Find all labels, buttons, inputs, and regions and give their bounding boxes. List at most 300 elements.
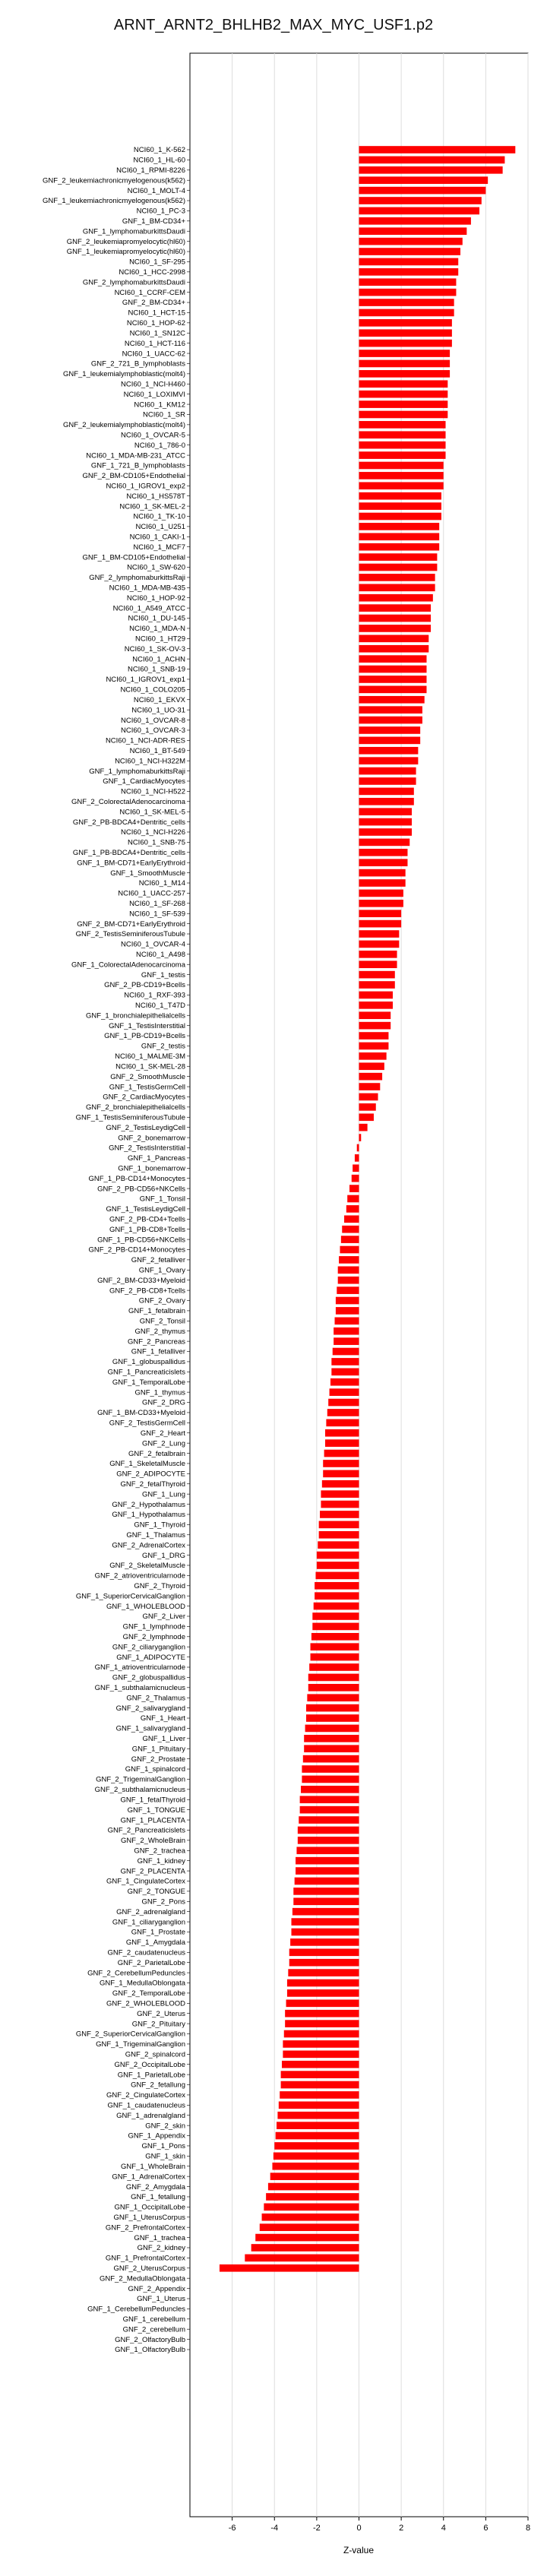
category-label: GNF_1_BM-CD105+Endothelial [82,553,185,562]
category-label: GNF_1_Pancreas [127,1154,185,1163]
bar [359,757,419,764]
category-label: GNF_2_Lung [141,1439,185,1448]
bar [311,1654,359,1661]
x-tick-label: -2 [312,2524,321,2533]
category-label: GNF_1_TestisSeminiferousTubule [75,1113,185,1122]
bar [296,1857,359,1865]
bar [359,441,446,449]
category-label: GNF_1_SkeletalMuscle [109,1460,185,1469]
bar [359,523,440,530]
bar [251,2244,359,2252]
bar [359,1052,387,1060]
bar [359,717,422,724]
category-label: NCI60_1_UO-31 [131,706,185,715]
category-label: NCI60_1_NCI-H460 [120,380,185,389]
bar [302,1776,359,1783]
bar [359,472,444,479]
bar [359,258,459,266]
category-label: GNF_1_CingulateCortex [106,1877,185,1886]
bar [359,839,410,847]
category-label: GNF_1_SmoothMuscle [110,869,185,878]
bar [309,1663,359,1671]
bar [359,615,432,622]
bar [268,2183,359,2191]
bar [359,910,402,917]
bar [347,1195,359,1203]
category-label: GNF_1_caudatenucleus [107,2101,185,2110]
category-label: GNF_1_PB-CD8+Tcells [109,1225,185,1234]
category-label: GNF_2_ADIPOCYTE [116,1470,185,1479]
bar [315,1582,359,1590]
bar [308,1684,359,1691]
category-label: GNF_1_bronchialepithelialcells [86,1011,185,1021]
category-label: NCI60_1_MDA-MB-231_ATCC [86,451,185,460]
category-label: GNF_1_CerebellumPeduncles [87,2305,185,2314]
category-label: GNF_2_thymus [134,1327,185,1336]
category-label: GNF_2_TestisInterstitial [109,1144,185,1153]
category-label: GNF_1_Liver [142,1735,185,1744]
bar [359,767,416,775]
bar [293,1888,359,1895]
category-label: GNF_1_skin [145,2152,185,2161]
bar [307,1694,359,1701]
category-label: GNF_1_bonemarrow [118,1164,185,1173]
bar [359,859,408,866]
category-label: GNF_2_Liver [142,1612,185,1622]
category-label: GNF_1_PrefrontalCortex [105,2254,185,2263]
category-label: GNF_1_Thyroid [134,1521,185,1530]
bar [359,604,432,612]
category-label: GNF_1_cerebellum [122,2315,185,2324]
bar [315,1592,359,1600]
bar [330,1388,359,1396]
bar [330,1378,359,1386]
category-label: NCI60_1_MDA-MB-435 [109,584,185,593]
bar [359,869,406,877]
bar [359,1073,383,1081]
bar [270,2173,359,2180]
category-label: GNF_2_BM-CD105+Endothelial [82,472,185,481]
category-label: GNF_2_Thyroid [134,1581,185,1590]
category-label: GNF_2_caudatenucleus [107,1948,185,1957]
category-label: GNF_2_PB-CD56+NKCells [97,1185,185,1194]
bar [245,2255,359,2262]
bar [359,400,448,408]
category-label: GNF_2_OccipitalLobe [114,2060,185,2069]
bar [359,1043,389,1050]
category-label: GNF_1_721_B_lymphoblasts [90,461,185,470]
category-label: GNF_1_WholeBrain [120,2162,185,2171]
category-label: NCI60_1_HCC-2998 [119,268,185,277]
category-label: NCI60_1_PC-3 [136,207,185,216]
category-labels [43,146,190,2354]
category-label: NCI60_1_SK-MEL-28 [115,1062,185,1071]
bar [359,238,463,245]
category-label: GNF_2_fetalThyroid [120,1479,185,1489]
bar [355,1154,359,1162]
bar [283,2040,359,2048]
category-label: NCI60_1_SK-MEL-2 [119,502,185,511]
bar [284,2030,359,2038]
category-label: GNF_2_TONGUE [127,1888,185,1897]
bar [359,1011,391,1019]
x-tick-label: 4 [441,2524,446,2533]
bar [359,391,448,398]
bar [359,696,425,704]
bar [292,1908,359,1916]
bar [359,920,402,928]
bar [359,533,440,540]
bar [359,157,505,164]
category-label: GNF_2_721_B_lymphoblasts [90,359,185,369]
bar [353,1164,359,1172]
bar [359,380,448,388]
category-label: GNF_1_leukemialymphoblastic(molt4) [62,370,185,379]
category-label: NCI60_1_DU-145 [128,614,185,623]
category-label: GNF_2_lymphnode [122,1633,185,1642]
bar [311,1633,359,1641]
category-label: GNF_2_subthalamicnucleus [94,1786,185,1795]
category-label: GNF_1_adrenalgland [116,2111,185,2120]
category-label: NCI60_1_NCI-H226 [120,828,185,837]
bar [359,981,395,989]
x-tick-label: 6 [483,2524,489,2533]
bar [359,289,457,296]
bar [279,2102,359,2109]
bar [359,777,416,785]
bar [359,828,413,836]
bar [359,187,486,195]
bar [359,818,413,826]
category-label: NCI60_1_IGROV1_exp1 [106,676,185,685]
bar [349,1185,359,1192]
category-label: NCI60_1_M14 [138,879,185,888]
bar [359,166,503,174]
bar [359,930,400,938]
bar [359,451,446,459]
category-label: NCI60_1_SR [143,410,185,419]
bar [300,1806,359,1814]
category-label: GNF_1_ADIPOCYTE [116,1653,185,1662]
bar [338,1277,359,1284]
bar [359,625,432,632]
category-label: NCI60_1_SNB-19 [127,665,185,674]
bar [311,1643,359,1650]
category-label: GNF_2_cerebellum [122,2325,185,2334]
bar [359,645,429,653]
category-label: NCI60_1_UACC-62 [122,350,185,359]
category-label: NCI60_1_T47D [134,1002,185,1011]
bar [320,1511,359,1518]
category-label: GNF_2_TestisLeydigCell [106,1123,185,1132]
category-label: GNF_2_WholeBrain [120,1837,185,1846]
bar [359,553,438,561]
category-label: NCI60_1_NCI-H322M [115,757,185,766]
bar [260,2223,359,2231]
bar [277,2122,359,2129]
bar [359,207,480,215]
bar [304,1735,359,1742]
category-label: NCI60_1_SF-268 [129,900,185,909]
bar [327,1409,359,1416]
category-label: NCI60_1_OVCAR-4 [120,940,185,949]
category-label: GNF_1_salivarygland [115,1724,185,1733]
bar [326,1419,359,1427]
bar [359,594,433,602]
bar [338,1266,359,1274]
category-label: GNF_2_Pituitary [131,2020,185,2029]
bar [334,1337,359,1345]
category-label: GNF_1_leukemiachronicmyelogenous(k562) [43,197,185,206]
category-label: GNF_2_TemporalLobe [112,1989,185,1998]
bar [285,2010,359,2017]
category-label: GNF_2_MedullaOblongata [99,2274,185,2283]
category-label: GNF_1_Pituitary [131,1745,185,1754]
category-label: GNF_2_adrenalgland [116,1907,185,1916]
bar [359,1062,384,1070]
category-label: NCI60_1_A549_ATCC [112,604,185,613]
bar [317,1562,359,1569]
bar [346,1205,359,1213]
bar [357,1144,359,1152]
category-label: GNF_2_fetalbrain [128,1449,185,1458]
bar [255,2234,359,2242]
bar [306,1704,359,1712]
bar [359,737,421,745]
category-label: GNF_1_lymphomaburkittsRaji [89,767,185,776]
category-label: NCI60_1_MALME-3M [115,1052,185,1062]
bar [281,2071,359,2078]
category-label: GNF_2_Amygdala [125,2182,185,2191]
bar [359,299,454,306]
category-label: GNF_1_PB-CD14+Monocytes [88,1174,185,1183]
category-label: GNF_2_lymphomaburkittsRaji [89,574,185,583]
bar [312,1623,359,1631]
category-label: NCI60_1_OVCAR-8 [120,716,185,725]
category-label: NCI60_1_HOP-92 [126,593,185,603]
bar [359,635,429,643]
bar [359,370,451,378]
bar [359,1083,381,1090]
bar [331,1358,359,1366]
category-label: NCI60_1_NCI-H522 [120,787,185,796]
bar [314,1603,359,1610]
bar [359,1093,378,1101]
category-label: GNF_1_Prostate [131,1928,185,1937]
category-label: NCI60_1_HL-60 [133,156,185,165]
category-label: NCI60_1_HS578T [126,492,185,501]
category-label: GNF_1_BM-CD71+EarlyErythroid [77,859,185,868]
category-label: GNF_2_ciliaryganglion [112,1643,185,1652]
bar [359,462,444,470]
category-label: GNF_2_PrefrontalCortex [105,2223,185,2233]
category-label: GNF_1_Lung [141,1490,185,1499]
bar [315,1572,359,1580]
category-label: NCI60_1_U251 [135,523,185,532]
bar [335,1317,359,1324]
category-label: GNF_1_trachea [134,2233,185,2242]
category-label: NCI60_1_BT-549 [129,746,185,755]
bars [220,146,515,2271]
bar [359,482,444,489]
category-label: GNF_2_bonemarrow [118,1134,185,1143]
bar [359,197,482,204]
bar [359,1002,394,1009]
category-label: GNF_1_kidney [137,1856,185,1866]
category-label: GNF_1_Heart [140,1714,185,1723]
bar [359,951,397,958]
category-label: GNF_2_bronchialepithelialcells [86,1103,185,1112]
category-label: GNF_1_TestisLeydigCell [106,1205,185,1214]
bar [274,2142,359,2150]
category-label: NCI60_1_LOXIMVI [123,390,185,399]
bar [295,1878,359,1885]
category-label: GNF_1_MedullaOblongata [99,1979,185,1988]
bar [344,1215,359,1223]
category-label: GNF_2_SkeletalMuscle [109,1562,185,1571]
category-label: GNF_2_skin [145,2122,185,2131]
category-label: GNF_1_TemporalLobe [112,1378,185,1387]
bar [359,706,422,714]
bar [262,2214,359,2221]
category-label: GNF_2_PB-CD4+Tcells [109,1215,185,1224]
category-label: GNF_2_SuperiorCervicalGanglion [75,2030,185,2039]
bar [336,1297,359,1305]
category-label: GNF_1_OlfactoryBulb [115,2346,185,2355]
category-label: GNF_2_globuspallidus [112,1673,185,1682]
bar [220,2264,359,2272]
bar [292,1929,359,1936]
bar [359,146,516,153]
bar [287,1989,359,1997]
category-label: GNF_2_leukemiapromyelocytic(hl60) [66,237,185,246]
category-label: GNF_1_PB-CD19+Bcells [104,1032,185,1041]
bar [359,890,403,897]
bar [359,666,427,673]
category-label: GNF_2_Pancreas [127,1337,185,1347]
category-label: NCI60_1_SNB-75 [127,838,185,847]
category-label: GNF_1_Pancreaticislets [107,1368,185,1377]
bar [359,492,441,500]
category-label: GNF_1_PLACENTA [120,1816,185,1825]
bar [289,1959,359,1967]
category-label: GNF_1_BM-CD33+Myeloid [97,1409,185,1418]
category-label: GNF_2_ParietalLobe [117,1958,185,1967]
bar [359,421,446,429]
bar [359,900,403,907]
bar [328,1399,359,1407]
bar [299,1816,359,1824]
bar [283,2050,359,2058]
category-label: NCI60_1_EKVX [133,695,185,704]
bar [359,676,427,683]
category-label: NCI60_1_K-562 [133,146,185,155]
bar [359,879,406,887]
bar [305,1725,359,1733]
category-label: GNF_1_ColorectalAdenocarcinoma [71,960,185,970]
bar [324,1450,359,1457]
category-label: GNF_2_TrigeminalGanglion [96,1775,185,1784]
category-label: GNF_2_fetallung [131,2081,185,2090]
bar [331,1369,359,1376]
category-label: GNF_1_fetalThyroid [120,1796,185,1805]
bar [287,1979,359,1987]
bar [359,1134,362,1141]
category-label: GNF_2_UterusCorpus [113,2264,185,2273]
category-label: NCI60_1_CCRF-CEM [114,288,185,297]
bar [342,1226,359,1233]
category-label: GNF_1_Hypothalamus [112,1511,185,1520]
category-label: NCI60_1_HOP-62 [126,319,185,328]
category-label: GNF_1_spinalcord [125,1765,185,1774]
bar [359,340,452,347]
category-label: GNF_2_spinalcord [125,2050,185,2059]
category-label: NCI60_1_UACC-257 [118,889,185,898]
category-label: NCI60_1_OVCAR-3 [120,726,185,736]
bar [359,941,400,948]
category-label: GNF_1_globuspallidus [112,1358,185,1367]
category-label: GNF_1_UterusCorpus [113,2213,185,2222]
category-label: NCI60_1_CAKI-1 [129,533,185,542]
category-label: GNF_2_fetalliver [131,1256,185,1265]
category-label: GNF_2_Tonsil [139,1317,185,1326]
category-label: GNF_2_WHOLEBLOOD [106,1999,185,2008]
bar [359,360,451,368]
bar [302,1765,359,1773]
category-label: NCI60_1_SF-539 [129,910,185,919]
category-label: NCI60_1_HCT-116 [124,339,185,348]
category-label: GNF_2_DRG [141,1398,185,1407]
category-label: GNF_1_Uterus [137,2295,185,2304]
bar [280,2091,359,2099]
bar [290,1938,359,1946]
category-label: NCI60_1_MCF7 [133,543,185,552]
bar [323,1460,359,1467]
bar [289,1948,359,1956]
bar [276,2132,359,2140]
category-label: GNF_1_ParietalLobe [117,2071,185,2080]
bar [359,411,448,419]
category-label: GNF_1_subthalamicnucleus [94,1684,185,1693]
bar [319,1521,359,1529]
bar [317,1552,359,1559]
category-label: GNF_2_Heart [140,1429,185,1438]
category-label: GNF_2_leukemialymphoblastic(molt4) [62,421,185,430]
category-label: GNF_1_OccipitalLobe [114,2203,185,2212]
category-label: GNF_2_Appendix [128,2284,185,2293]
bar [333,1348,359,1356]
category-label: GNF_1_ciliaryganglion [112,1918,185,1927]
category-label: GNF_2_Prostate [131,1755,185,1764]
x-tick-label: -6 [228,2524,236,2533]
bar [298,1837,359,1844]
bar [281,2081,359,2089]
category-label: GNF_2_lymphomaburkittsDaudi [82,278,185,287]
category-label: GNF_1_lymphomaburkittsDaudi [82,227,185,236]
bar [337,1286,359,1294]
category-label: GNF_1_Tonsil [139,1195,185,1204]
bar [352,1175,359,1182]
category-label: NCI60_1_COLO205 [120,685,185,695]
category-label: GNF_1_DRG [141,1551,185,1560]
category-label: NCI60_1_KM12 [134,400,185,410]
bar [288,1969,359,1976]
bar [359,798,414,805]
category-label: GNF_1_PB-CD56+NKCells [97,1236,185,1245]
category-label: NCI60_1_A498 [136,951,185,960]
bar [359,584,435,591]
category-label: GNF_1_fetalliver [131,1347,185,1356]
